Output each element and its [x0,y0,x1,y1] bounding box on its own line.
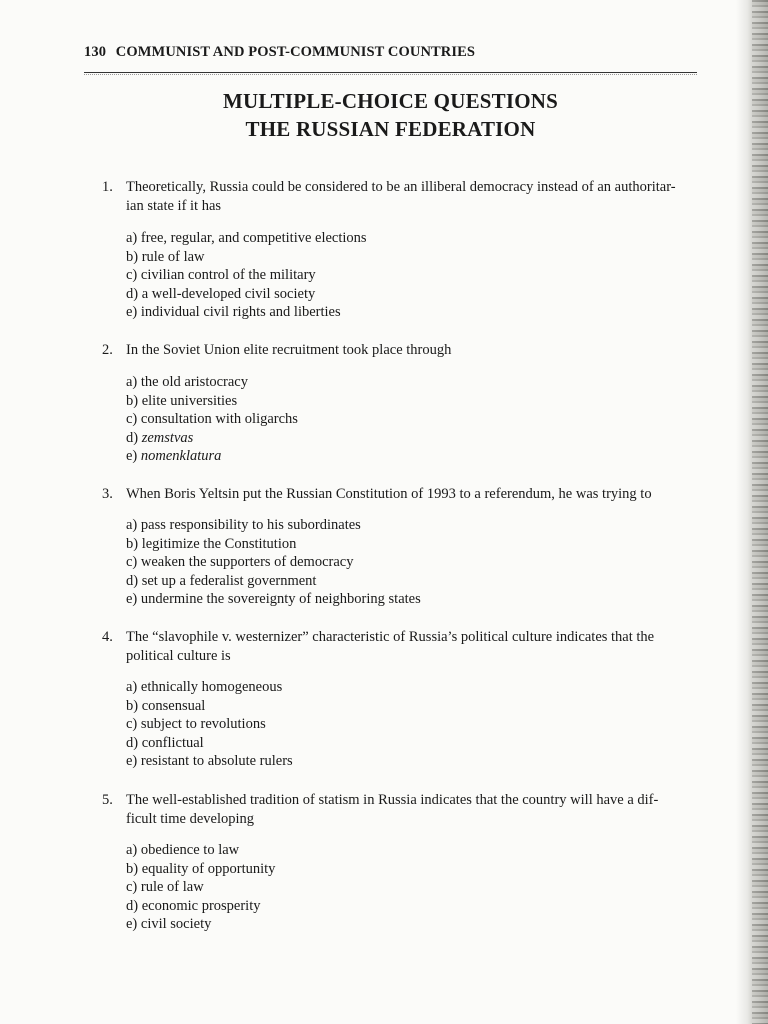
option-e: e) undermine the sovereignty of neighboring states [126,591,421,607]
option-e: e) resistant to absolute rulers [126,753,293,769]
option-c: c) weaken the supporters of democracy [126,554,354,570]
option-list [126,229,367,322]
question-number: 2. [102,342,113,358]
option-list [126,516,421,609]
stem-line: In the Soviet Union elite recruitment took place through [126,342,452,358]
option-list [126,841,275,934]
option-d [126,429,298,448]
option-c: c) rule of law [126,879,204,895]
header-rule-dotted [84,74,697,75]
option-a: a) free, regular, and competitive elections [126,230,367,246]
option-list [126,678,293,771]
option-d: d) economic prosperity [126,897,261,914]
question-stem [126,791,702,829]
stem-line: ficult time developing [126,811,255,827]
option-letter: d) [126,429,142,446]
stem-line: The well-established tradition of statism in Russia indicates that the country will have a dif- [126,792,659,808]
option-b: b) rule of law [126,248,205,265]
question-number: 4. [102,629,113,645]
option-b: b) equality of opportunity [126,860,276,877]
option-a: a) the old aristocracy [126,374,248,390]
option-a: a) ethnically homogeneous [126,679,283,695]
option-b: b) consensual [126,697,206,714]
stem-line: political culture is [126,648,231,664]
option-a: a) obedience to law [126,842,240,858]
question-number: 3. [102,486,113,502]
page-number: 130 [84,44,107,60]
stem-line: The “slavophile v. westernizer” characteristic of Russia’s political culture indicates that the [126,629,655,645]
option-text-italic: nomenklatura [140,448,222,464]
option-list [126,373,298,466]
question-number: 5. [102,792,113,808]
option-c: c) consultation with oligarchs [126,411,298,427]
header-rule [84,72,697,73]
option-text-italic: zemstvas [141,429,194,446]
option-letter: e) [126,448,141,464]
option-e: e) civil society [126,916,212,932]
option-d: d) a well-developed civil society [126,285,316,302]
option-a: a) pass responsibility to his subordinates [126,517,361,533]
stem-line: When Boris Yeltsin put the Russian Constitution of 1993 to a referendum, he was trying to [126,486,652,502]
option-b: b) elite universities [126,392,238,409]
option-c: c) civilian control of the military [126,267,316,283]
option-b: b) legitimize the Constitution [126,535,297,552]
scan-edge-texture [752,0,768,1024]
option-d: d) set up a federalist government [126,572,317,589]
running-title: COMMUNIST AND POST-COMMUNIST COUNTRIES [115,44,476,60]
question-stem [126,485,702,504]
option-e: e) individual civil rights and liberties [126,304,341,320]
option-e [126,447,298,466]
question-stem [126,628,702,666]
option-c: c) subject to revolutions [126,716,266,732]
question-number: 1. [102,179,113,195]
option-d: d) conflictual [126,734,204,751]
section-title-line2: THE RUSSIAN FEDERATION [245,117,536,141]
question-stem [126,341,702,360]
question-stem [126,178,702,216]
section-title-line1: MULTIPLE-CHOICE QUESTIONS [222,89,559,113]
stem-line: ian state if it has [126,198,222,214]
running-header [84,44,475,61]
stem-line: Theoretically, Russia could be considered to be an illiberal democracy instead of an authoritar- [126,179,676,195]
